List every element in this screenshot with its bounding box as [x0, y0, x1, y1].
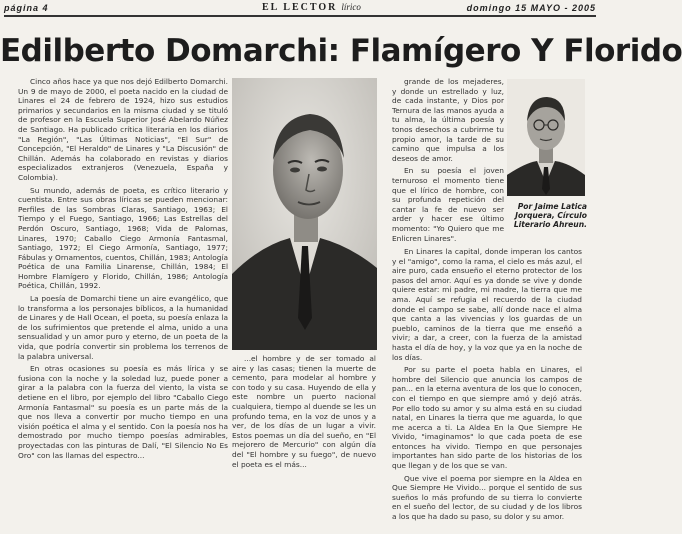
paragraph: La poesía de Domarchi tiene un aire evangélico, que lo transforma a los personajes bíblicos, a la humanidad de Linares y de Hall Ocean, el poeta, su poesía enlaza la de los sufrimientos que pretende el alma, unido a una sensualidad y un amor puro y eterno, de un poeta de la vida, que podría convertir sin problema los terrenos de la palabra universal.: [18, 294, 228, 361]
article-column-1: [18, 77, 228, 526]
article-column-3: [392, 247, 582, 526]
paragraph: En su poesía el joven ternuroso el momento tiene que el lírico de hombre, con su profunda repetición del cantar la fe de nuevo ser arder y hacer ese último momento: "Yo Quiero que me Enlicren Linares".: [392, 166, 504, 243]
paper-tag: lírico: [341, 2, 361, 12]
author-photo: [232, 78, 377, 350]
paragraph: En otras ocasiones su poesía es más lírica y se fusiona con la noche y la soledad luz, puede poner a girar a la palabra con la fuerza del viento, la vista se detiene en el libro, por ejemplo del libro "Caballo Ciego Armonía Fantasmal" su poesía es un parte más de la que nos lleva a convertir por mucho tiempo en una visión poética el alma y el sentido. Con la poesía nos ha demostrado por mucho tiempo poesías admirables, proyectadas con las pinturas de Dalí, "El Silencio No Es Oro" con las llamas del espectro...: [18, 364, 228, 460]
columnist-photo: [507, 79, 585, 196]
paragraph: En Linares la capital, donde imperan los cantos y el "amigo", como la rama, el cielo es más azul, el aire puro, cada ensueño el eterno protector de los pasos del amor. Aquí es ya donde se vive y donde quiere estar: mi padre, mi madre, la tierra que me ama. Aquí se refugia el recuerdo de la ciudad donde el campo se sabe, allí donde nace el alma que canta a las vivencias y los guardas de un pueblo, caminos de la tierra que me enseñó a vivir; a dar, a creer, con la fuerza de la amistad hasta el día de hoy, y la voz que ya en la noche de los días.: [392, 247, 582, 362]
article-column-3-top: [392, 77, 504, 247]
article-column-2: [232, 354, 376, 469]
page-label: página 4: [4, 3, 49, 13]
issue-date: domingo 15 MAYO - 2005: [466, 3, 596, 13]
columnist-photo-image: [507, 79, 585, 196]
paragraph: Por su parte el poeta habla en Linares, el hombre del Silencio que anuncia los campos de pan... en la eterna aventura de los que lo conocen, con el tiempo en que siempre amó y dejó atrás. Por ello todo su amor y su alma está en su ciudad natal, en Linares la tierra que me aguarda, lo que me acerca a ti. La Aldea En la Que Siempre He Vivido, "imaginamos" lo que cada poeta de ese entonces ha vivido. Tiempo en que personajes importantes han sido parte de los historias de los que llegan y de los que se van.: [392, 365, 582, 471]
author-photo-image: [232, 78, 377, 350]
paragraph: Que vive el poema por siempre en la Aldea en Que Siempre He Vivido... porque el sentido de sus sueños lo más profundo de su tierra lo convierte en el sueño del lector, de su ciudad y de los libros a los que ha dado su paso, su dolor y su amor.: [392, 473, 582, 522]
paragraph: grande de los mejaderes, y donde un estrellado y luz, de cada instante, y Dios por Ternura de las manos ayuda a tu alma, la última poesía y tonos desechos a cubrirme tu propio amor, la tarde de su camino que impulsa a los deseos de amor.: [392, 77, 504, 163]
paragraph: Su mundo, además de poeta, es crítico literario y cuentista. Entre sus obras líricas se pueden mencionar: Perfiles de las Sombras Claras, Santiago, 1963; El Tiempo y el Fuego, Santiago, 1966; Las Estrellas del Perdón Oscuro, Santiago, 1968; Vida de Palomas, Linares, 1970; Caballo Ciego Armonía Fantasmal, Santiago, 1972; El Ciego Armonía, Santiago, 1977; Fábulas y Ornamentos, cuentos, Chillán, 1983; Antología Poética de una Familia Linarense, Chillán, 1984; El Hombre Flamígero y Florido, Chillán, 1986; Antología Poética, Chillán, 1992.: [18, 185, 228, 291]
photo-caption: Por Jaime Latica Jorquera, Círculo Literario Ahreun.: [513, 202, 587, 229]
page-title: Edilberto Domarchi: Flamígero Y Florido: [0, 33, 682, 69]
paper-name: [262, 2, 361, 13]
page-header: [4, 2, 596, 17]
paper-name-text: EL LECTOR: [262, 2, 338, 13]
paragraph: Cinco años hace ya que nos dejó Edilberto Domarchi. Un 9 de mayo de 2000, el poeta nacido en la ciudad de Linares el 24 de febrero de 1924, hizo sus estudios primarios y secundarios en la misma ciudad y se tituló de profesor en la Escuela Superior José Abelardo Núñez de Santiago. Ha publicado crítica literaria en los diarios "La Región", "Las Últimas Noticias", "El Sur" de Concepción, "El Heraldo" de Linares y "La Discusión" de Chillán. Además ha colaborado en revistas y diarios especializados extranjeros (Venezuela, España y Colombia).: [18, 77, 228, 182]
paragraph: ...el hombre y de ser tomado al aire y las casas; tienen la muerte de cemento, para modelar al hombre y con todo y su casa. Huyendo de ella y este nombre un puerto nacional cualquiera, tiempo al duende se les un profundo tema, en la voz de unos y a ver, de los días de un lugar a vivir. Estos poemas un día del sueño, en "El mejorero de Mercurio" con algún día del "El hombre y su fuego", de nuevo el poeta es el más...: [232, 354, 376, 469]
